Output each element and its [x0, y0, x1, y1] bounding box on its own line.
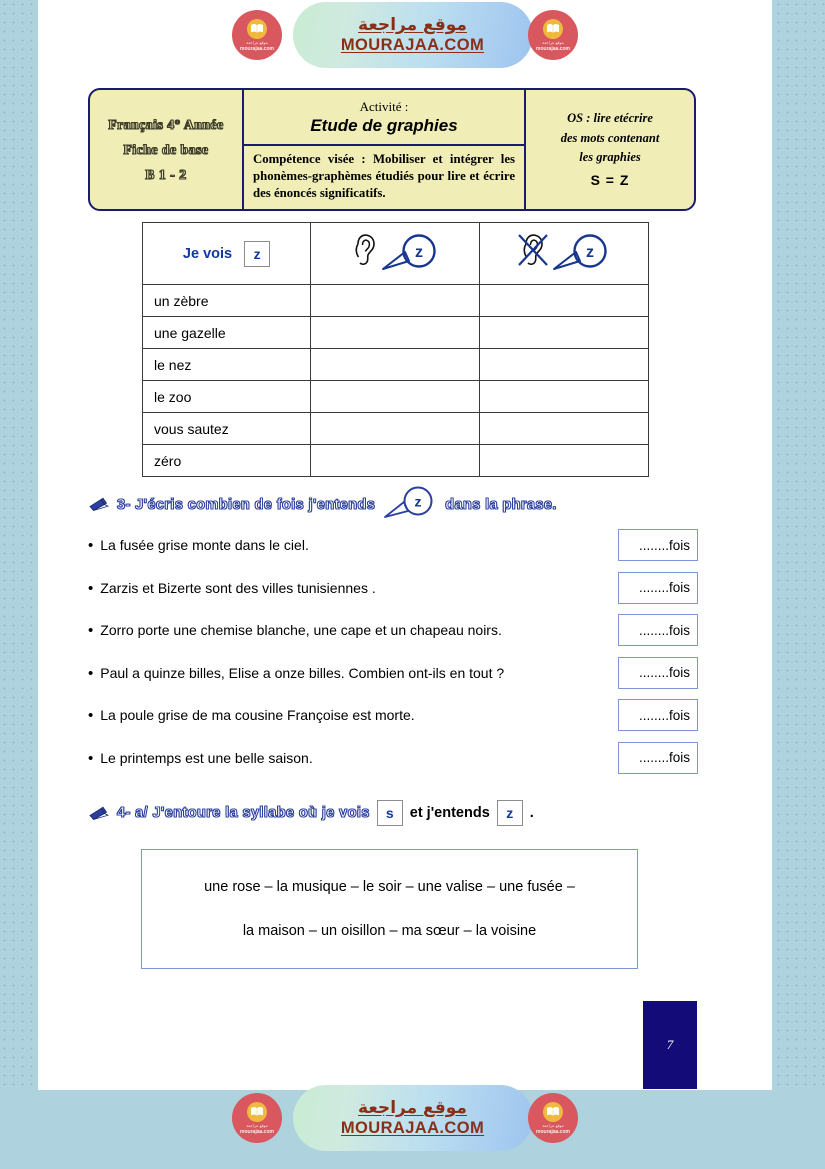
- bullet-icon: •: [88, 707, 94, 725]
- answer-cell-not-hear[interactable]: [480, 285, 649, 317]
- word-bank-line-1: une rose – la musique – le soir – une valise – une fusée –: [204, 879, 575, 895]
- answer-box-fois[interactable]: ........fois: [618, 699, 698, 731]
- book-emblem-icon: [247, 1102, 267, 1122]
- brand-logo-arabic: موقع مراجعة: [542, 1122, 564, 1128]
- brand-logo-left: [232, 1093, 282, 1143]
- list-item: [88, 567, 698, 610]
- sentence-text: Paul a quinze billes, Elise a onze billes. Combien ont-ils en tout ?: [100, 664, 505, 681]
- brand-logo-left: [232, 10, 282, 60]
- exercise4-instruction: [88, 800, 534, 826]
- table-row: [143, 445, 649, 477]
- word-cell: vous sautez: [143, 413, 311, 445]
- objective-formula: S = Z: [590, 171, 630, 188]
- header-cell-i-do-not-hear: [480, 223, 649, 285]
- word-cell: un zèbre: [143, 285, 311, 317]
- brand-logo-url: mourajaa.com: [536, 45, 570, 52]
- brand-logo-arabic: موقع مراجعة: [246, 1122, 268, 1128]
- bullet-icon: •: [88, 579, 94, 597]
- je-vois-letter-box: z: [244, 241, 270, 267]
- answer-cell-hear[interactable]: [311, 285, 480, 317]
- header-subject-cell: [90, 90, 244, 209]
- answer-box-fois[interactable]: ........fois: [618, 614, 698, 646]
- brand-logo-url: mourajaa.com: [536, 1128, 570, 1135]
- subject-line-1: Français 4° Année: [108, 116, 224, 132]
- list-item: [88, 524, 698, 567]
- brand-logo-arabic: موقع مراجعة: [246, 39, 268, 45]
- exercise3-text-part2: dans la phrase.: [445, 496, 557, 513]
- answer-cell-not-hear[interactable]: [480, 445, 649, 477]
- top-brand-banner: [0, 0, 825, 70]
- table-row: [143, 349, 649, 381]
- word-classification-table: [142, 222, 649, 477]
- answer-box-fois[interactable]: ........fois: [618, 742, 698, 774]
- exercise4-text-part1: 4- a/ J'entoure la syllabe où je vois: [117, 805, 370, 821]
- pencil-icon: [88, 806, 110, 821]
- exercise3-text-part1: 3- J'écris combien de fois j'entends: [117, 496, 376, 513]
- answer-cell-not-hear[interactable]: [480, 381, 649, 413]
- answer-cell-not-hear[interactable]: [480, 349, 649, 381]
- brand-logo-url: mourajaa.com: [240, 1128, 274, 1135]
- speech-bubble-z-icon: [379, 230, 441, 277]
- sentence-text: La poule grise de ma cousine Françoise est morte.: [100, 707, 415, 724]
- pencil-icon: [88, 497, 110, 512]
- bullet-icon: •: [88, 537, 94, 555]
- word-cell: le nez: [143, 349, 311, 381]
- activity-title: Etude de graphies: [310, 115, 458, 135]
- objective-line-2: des mots contenant: [560, 130, 660, 145]
- word-cell: une gazelle: [143, 317, 311, 349]
- sentence-text: Le printemps est une belle saison.: [100, 749, 313, 766]
- brand-logo-arabic: موقع مراجعة: [542, 39, 564, 45]
- answer-cell-hear[interactable]: [311, 445, 480, 477]
- subject-line-3: B 1 - 2: [145, 166, 187, 182]
- brand-arabic-title: موقع مراجعة: [358, 15, 467, 36]
- worksheet-header-table: [88, 88, 696, 211]
- subject-line-2: Fiche de base: [123, 141, 209, 157]
- competence-text: Compétence visée : Mobiliser et intégrer les phonèmes-graphèmes étudiés pour lire et écrire des énoncés significatifs.: [253, 152, 515, 201]
- sentence-text: Zorro porte une chemise blanche, une cape et un chapeau noirs.: [100, 622, 502, 639]
- speech-bubble-z-icon: [550, 230, 612, 277]
- brand-logo-right: [528, 1093, 578, 1143]
- list-item: [88, 652, 698, 695]
- header-cell-i-hear: [311, 223, 480, 285]
- ear-crossed-out-icon: [516, 231, 550, 276]
- brand-logo-right: [528, 10, 578, 60]
- answer-cell-not-hear[interactable]: [480, 413, 649, 445]
- table-header-row: [143, 223, 649, 285]
- brand-logo-url: mourajaa.com: [240, 45, 274, 52]
- table-row: [143, 381, 649, 413]
- table-row: [143, 413, 649, 445]
- answer-cell-not-hear[interactable]: [480, 317, 649, 349]
- sentence-text: Zarzis et Bizerte sont des villes tunisiennes .: [100, 579, 376, 596]
- answer-cell-hear[interactable]: [311, 381, 480, 413]
- activity-title-block: [244, 90, 524, 146]
- brand-pill-bottom: [293, 1085, 533, 1151]
- ear-icon: [349, 231, 379, 276]
- bullet-icon: •: [88, 622, 94, 640]
- bottom-brand-banner: [0, 1083, 825, 1153]
- answer-box-fois[interactable]: ........fois: [618, 529, 698, 561]
- svg-text:z: z: [414, 493, 422, 510]
- answer-box-fois[interactable]: ........fois: [618, 572, 698, 604]
- brand-pill-top: [293, 2, 533, 68]
- je-vois-label: Je vois: [182, 245, 233, 262]
- table-row: [143, 317, 649, 349]
- word-cell: zéro: [143, 445, 311, 477]
- exercise3-sentence-list: [88, 524, 698, 779]
- page-number: 7: [643, 1001, 697, 1089]
- exercise4-text-part2: et j'entends: [409, 805, 490, 821]
- list-item: [88, 737, 698, 780]
- list-item: [88, 694, 698, 737]
- exercise4-period: .: [529, 805, 534, 821]
- exercise3-instruction: [88, 484, 557, 525]
- answer-cell-hear[interactable]: [311, 349, 480, 381]
- activity-label: Activité :: [359, 98, 409, 114]
- word-bank-line-2: la maison – un oisillon – ma sœur – la voisine: [242, 923, 537, 939]
- sentence-text: La fusée grise monte dans le ciel.: [100, 537, 309, 554]
- brand-url-title[interactable]: MOURAJAA.COM: [340, 35, 485, 54]
- brand-arabic-title: موقع مراجعة: [358, 1098, 467, 1119]
- book-emblem-icon: [543, 1102, 563, 1122]
- book-emblem-icon: [247, 19, 267, 39]
- letter-box-s: s: [377, 800, 403, 826]
- bullet-icon: •: [88, 664, 94, 682]
- answer-cell-hear[interactable]: [311, 317, 480, 349]
- letter-box-z: z: [497, 800, 523, 826]
- table-row: [143, 285, 649, 317]
- objective-line-1: OS : lire etécrire: [567, 111, 653, 126]
- list-item: [88, 609, 698, 652]
- header-cell-je-vois: [143, 223, 311, 285]
- answer-box-fois[interactable]: ........fois: [618, 657, 698, 689]
- book-emblem-icon: [543, 19, 563, 39]
- answer-cell-hear[interactable]: [311, 413, 480, 445]
- objective-line-3: les graphies: [579, 150, 641, 165]
- svg-text:z: z: [415, 244, 423, 261]
- speech-bubble-z-icon: [382, 484, 438, 525]
- header-activity-cell: [244, 90, 526, 209]
- bullet-icon: •: [88, 749, 94, 767]
- word-cell: le zoo: [143, 381, 311, 413]
- brand-url-title[interactable]: MOURAJAA.COM: [340, 1118, 485, 1137]
- exercise4-word-bank: [141, 849, 638, 969]
- svg-text:z: z: [586, 244, 594, 261]
- header-objective-cell: [526, 90, 694, 209]
